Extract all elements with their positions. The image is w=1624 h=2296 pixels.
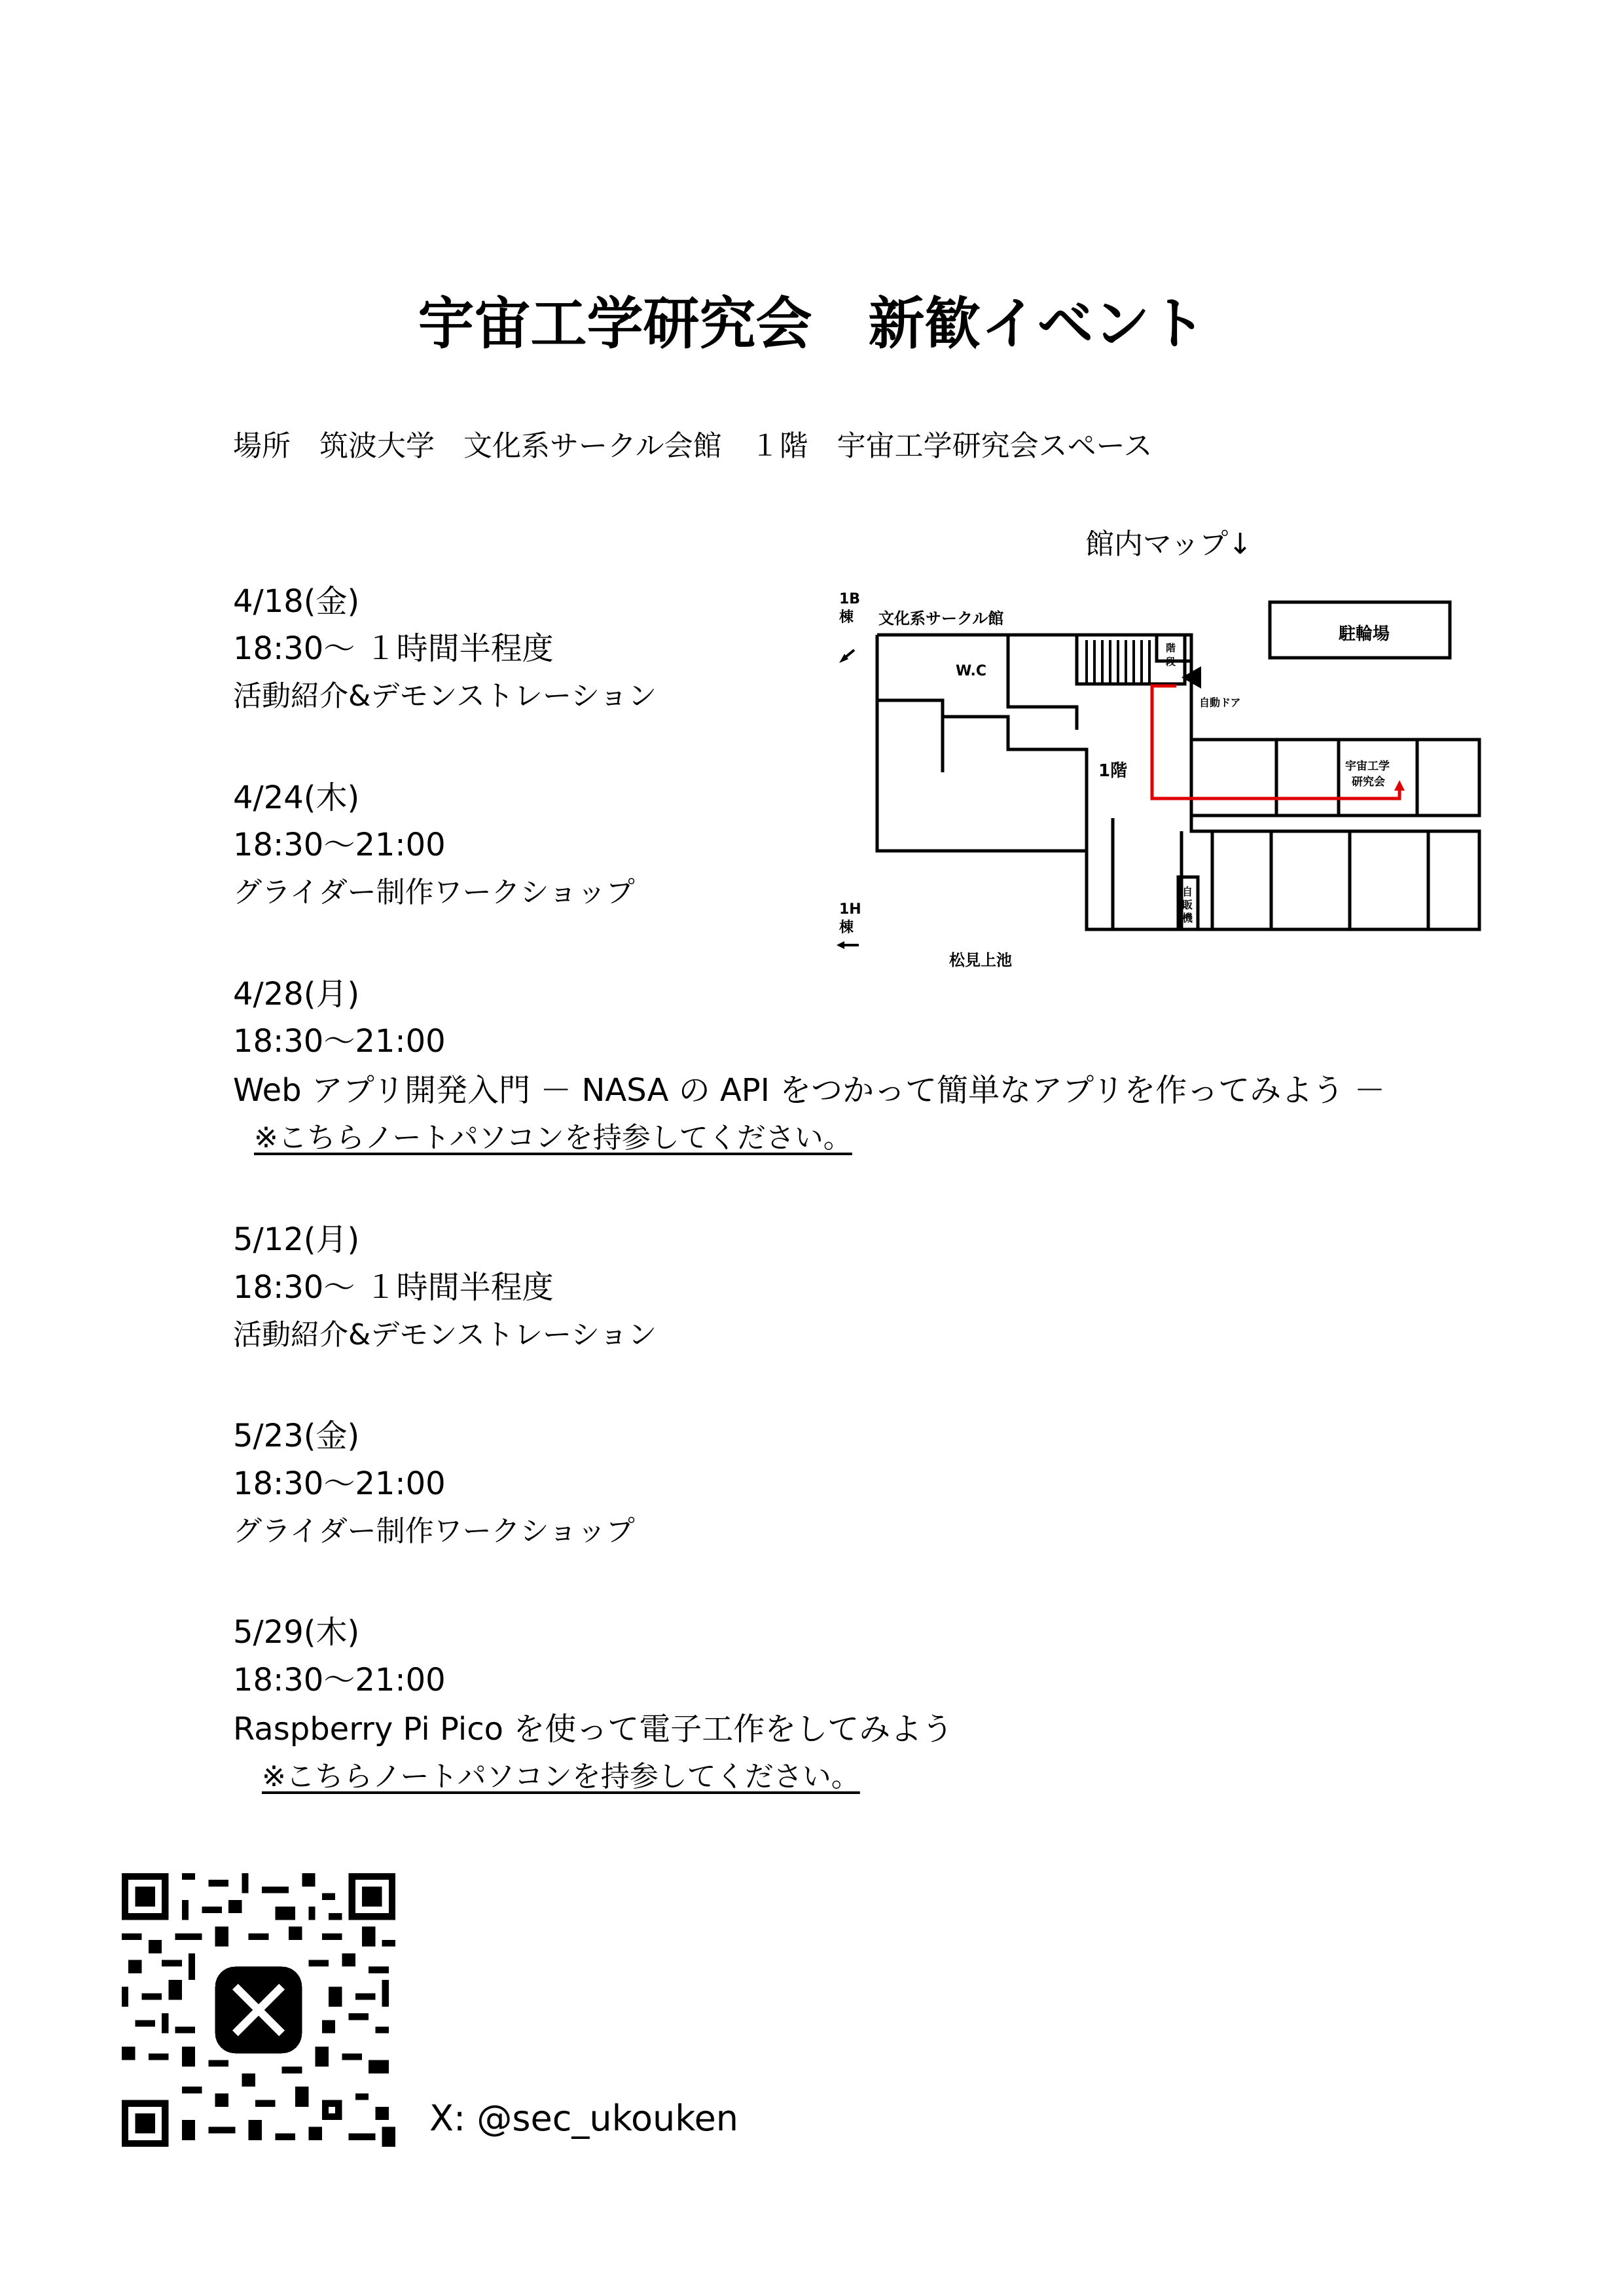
room (1417, 740, 1479, 816)
label-stairs-1: 階 (1166, 642, 1176, 654)
event-note: ※こちらノートパソコンを持参してください。 (254, 1121, 852, 1155)
room (1212, 831, 1271, 929)
arrow-1h-icon (837, 941, 844, 949)
label-building-name: 文化系サークル館 (878, 609, 1004, 628)
label-vending-2: 販 (1182, 899, 1193, 911)
event-date: 5/29(木) (233, 1614, 360, 1651)
label-1h: 1H (839, 901, 861, 918)
label-vending-3: 機 (1182, 912, 1193, 924)
room (1191, 740, 1276, 816)
event-time: 18:30～ １時間半程度 (233, 630, 554, 667)
map-caption: 館内マップ↓ (1085, 528, 1253, 561)
event-time: 18:30～ １時間半程度 (233, 1269, 554, 1306)
page-title: 宇宙工学研究会 新歓イベント (418, 291, 1206, 357)
qr-code[interactable] (122, 1873, 395, 2147)
route-arrow (1394, 780, 1405, 791)
map-wall (877, 700, 943, 772)
label-auto-door: 自動ドア (1199, 696, 1241, 709)
event-item (233, 576, 359, 621)
label-bike-parking: 駐輪場 (1339, 624, 1390, 644)
label-floor: 1階 (1098, 761, 1128, 781)
event-date: 4/28(月) (233, 976, 360, 1013)
event-description: Web アプリ開発入門 － NASA の API をつかって簡単なアプリを作ってみよう － (233, 1072, 1386, 1109)
floor-map (825, 576, 1486, 982)
label-1h-mune: 棟 (839, 920, 854, 936)
event-date: 4/18(金) (233, 583, 360, 620)
x-handle[interactable]: X: @sec_ukouken (429, 2098, 739, 2139)
event-time: 18:30～21:00 (233, 1023, 446, 1060)
map-wall (877, 635, 1191, 661)
label-stairs-2: 段 (1166, 656, 1176, 668)
label-club-1: 宇宙工学 (1345, 760, 1390, 773)
event-description: グライダー制作ワークショップ (233, 876, 635, 909)
map-wall (1008, 635, 1077, 730)
label-1b-mune: 棟 (839, 609, 854, 626)
event-date: 5/12(月) (233, 1221, 360, 1258)
event-description: グライダー制作ワークショップ (233, 1515, 635, 1548)
room (1276, 740, 1339, 816)
event-time: 18:30～21:00 (233, 827, 446, 863)
map-wall (943, 717, 1087, 851)
room (1428, 831, 1479, 929)
label-vending-1: 自 (1182, 886, 1193, 898)
event-location: 場所 筑波大学 文化系サークル会館 １階 宇宙工学研究会スペース (233, 429, 1153, 463)
event-time: 18:30～21:00 (233, 1465, 446, 1502)
event-description: Raspberry Pi Pico を使って電子工作をしてみよう (233, 1711, 954, 1748)
label-wc: W.C (956, 663, 986, 679)
event-date: 4/24(木) (233, 780, 360, 816)
label-club-2: 研究会 (1352, 776, 1385, 789)
event-note: ※こちらノートパソコンを持参してください。 (262, 1760, 860, 1793)
event-time: 18:30～21:00 (233, 1662, 446, 1698)
event-description: 活動紹介&デモンストレーション (233, 1318, 657, 1352)
label-1b: 1B (839, 591, 861, 607)
event-date: 5/23(金) (233, 1418, 360, 1454)
room (1271, 831, 1350, 929)
event-description: 活動紹介&デモンストレーション (233, 679, 657, 713)
room (1350, 831, 1428, 929)
label-pond: 松見上池 (949, 951, 1012, 969)
